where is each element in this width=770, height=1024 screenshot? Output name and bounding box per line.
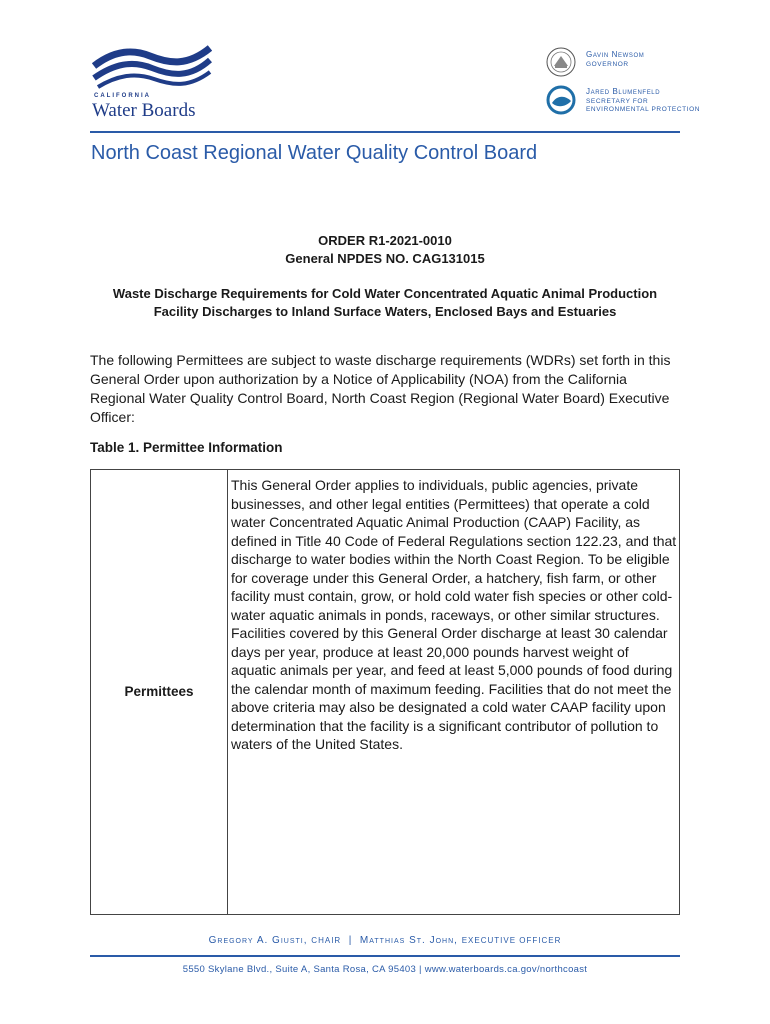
calepa-logo-icon <box>546 85 576 115</box>
table-caption: Table 1. Permittee Information <box>90 440 283 455</box>
order-title: Waste Discharge Requirements for Cold Water Concentrated Aquatic Animal Production Facility Discharges to Inland Surface Waters, Enclosed Bays and Estuaries <box>112 286 658 319</box>
chair-name: Gregory A. Giusti <box>208 935 304 946</box>
governor-name: Gavin Newsom <box>586 50 645 59</box>
secretary-name: Jared Blumenfeld <box>586 87 661 96</box>
secretary-title-line2: ENVIRONMENTAL PROTECTION <box>586 106 701 113</box>
footer-officers: Gregory A. Giusti, CHAIR | Matthias St. John, EXECUTIVE OFFICER <box>208 935 562 946</box>
state-seal-icon <box>546 47 576 77</box>
table-row-text: This General Order applies to individuals, public agencies, private businesses, and other legal entities (Permittees) that operate a cold water Concentrated Aquatic Animal Production (CAAP) Facility, as defined in Title 40 Code of Federal Regulations section 122.23, and that discharge to water bodies within the North Coast Region. To be eligible for coverage under this General Order, a hatchery, fish farm, or other facility must contain, grow, or hold cold water fish species or other cold-water aquatic animals in ponds, raceways, or other similar structures. Facilities covered by this General Order discharge at least 30 calendar days per year, produce at least 20,000 pounds harvest weight of aquatic animals per year, and feed at least 5,000 pounds of food during the calendar month of maximum feeding. Facilities that do not meet the above criteria may also be designated a cold water CAAP facility upon determination that the facility is a significant contributor of pollution to waters of the United States. <box>231 477 677 752</box>
footer-address: 5550 Skylane Blvd., Suite A, Santa Rosa, CA 95403 | www.waterboards.ca.gov/northcoast <box>182 964 588 975</box>
footer-separator: | <box>348 935 353 946</box>
chair-title: CHAIR <box>311 936 342 945</box>
npdes-number: General NPDES NO. CAG131015 <box>285 251 485 266</box>
waves-icon <box>92 44 212 90</box>
logo-state-text: CALIFORNIA <box>94 93 151 99</box>
header-divider <box>90 131 680 133</box>
water-boards-logo <box>88 44 218 124</box>
permittee-table <box>90 469 680 915</box>
board-title: North Coast Regional Water Quality Control Board <box>91 142 538 164</box>
eo-name: Matthias St. John <box>359 935 455 946</box>
logo-name-text: Water Boards <box>92 100 196 121</box>
order-number: ORDER R1-2021-0010 <box>318 233 452 248</box>
table-row-label: Permittees <box>124 684 194 699</box>
intro-paragraph: The following Permittees are subject to waste discharge requirements (WDRs) set forth in this General Order upon authorization by a Notice of Applicability (NOA) from the California Regional Water Quality Control Board, North Coast Region (Regional Water Board) Executive Officer: <box>90 352 671 425</box>
governor-title: GOVERNOR <box>586 61 629 68</box>
table-column-divider <box>227 470 228 914</box>
footer-divider <box>90 955 680 957</box>
secretary-title-line1: SECRETARY FOR <box>586 98 649 105</box>
eo-title: EXECUTIVE OFFICER <box>461 936 562 945</box>
officials-block <box>546 47 701 119</box>
